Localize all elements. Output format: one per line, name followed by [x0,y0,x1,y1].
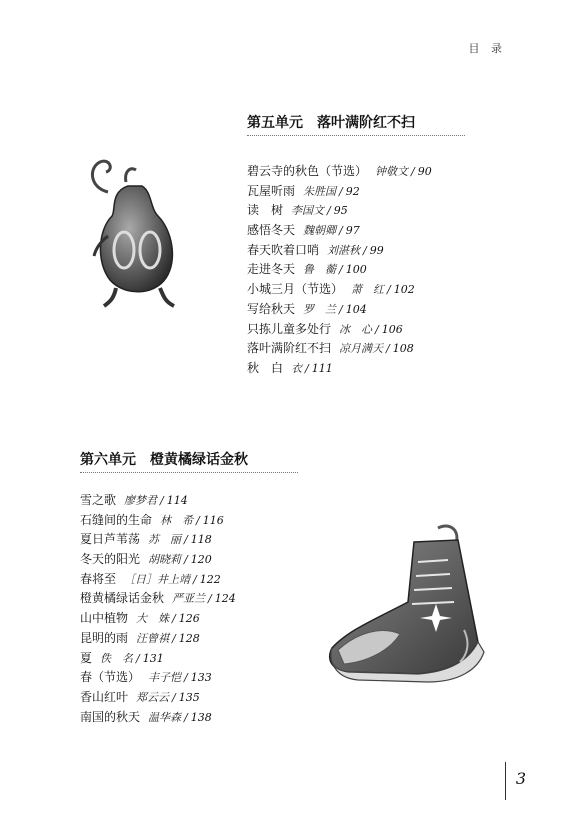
toc-entry-page: 92 [345,184,360,198]
toc-entry-separator: / [160,494,164,507]
toc-entry-separator: / [339,224,343,238]
toc-entry-page: 99 [369,243,384,257]
toc-entry-author: 廖梦君 [124,494,158,507]
unit6-number: 第六单元 [80,452,136,468]
toc-entry-separator: / [172,690,176,704]
toc-entry-author: 佚 名 [100,651,134,665]
toc-entry [80,570,236,590]
toc-entry-author: 郑云云 [136,690,170,704]
toc-entry-page: 106 [381,322,403,336]
toc-entry [247,320,432,340]
toc-entry-title: 碧云寺的秋色（节选） [247,164,368,178]
toc-entry-title: 写给秋天 [247,301,296,316]
toc-entry [247,241,432,261]
toc-entry-page: 124 [214,592,236,606]
unit6-name: 橙黄橘绿话金秋 [150,452,248,468]
running-header: 目 录 [468,42,506,55]
page-number-rule [505,762,506,800]
toc-entry-page: 104 [345,302,367,316]
toc-entry-separator: / [411,165,415,178]
toc-entry [247,260,432,280]
toc-entry-separator: / [193,572,197,586]
toc-entry [247,162,432,182]
toc-entry [80,649,236,669]
toc-entry-title: 只拣儿童多处行 [247,321,332,336]
toc-entry-page: 118 [190,533,212,547]
toc-entry-title: 秋 白 [247,360,284,375]
toc-entry-title: 雪之歌 [80,493,117,507]
toc-entry-page: 131 [142,651,164,665]
gourd-creature-illustration [80,152,190,312]
toc-entry-page: 120 [190,553,212,567]
toc-entry-author: 凉月满天 [339,342,384,356]
toc-entry-page: 116 [202,513,224,527]
toc-entry-title: 春天吹着口哨 [247,242,320,257]
toc-entry-author: 大 姝 [136,612,170,626]
toc-entry [80,668,236,688]
toc-entry [80,629,236,649]
toc-entry-separator: / [196,513,200,527]
toc-entry-separator: / [387,283,391,297]
unit6-toc-list [80,491,236,727]
toc-entry-separator: / [208,592,212,606]
toc-entry-title: 夏 [80,650,93,665]
toc-entry-author: 冰 心 [339,322,373,336]
toc-entry [247,280,432,300]
unit5-heading [247,112,415,132]
toc-entry-page: 97 [345,224,360,238]
toc-entry-title: 瓦屋听雨 [247,183,296,198]
toc-entry-page: 100 [345,263,367,277]
toc-entry-page: 95 [333,204,348,218]
toc-entry-title: 石缝间的生命 [80,512,153,527]
toc-entry-separator: / [339,302,343,316]
toc-entry [247,359,432,379]
unit5-toc-list [247,162,432,379]
toc-entry-author: 胡晓莉 [148,553,182,567]
toc-entry-separator: / [339,184,343,198]
toc-entry-separator: / [305,361,309,375]
toc-entry [80,708,236,728]
unit6-divider [80,472,298,473]
toc-entry [247,339,432,359]
toc-entry-author: 林 希 [160,513,194,527]
toc-entry-title: 春（节选） [80,670,141,685]
unit5-number: 第五单元 [247,115,303,131]
toc-entry-separator: / [184,553,188,567]
toc-entry-page: 138 [190,710,212,724]
toc-entry-author: 萧 红 [351,283,385,297]
toc-entry-author: 汪曾祺 [136,631,170,645]
toc-entry-author: ［日］井上靖 [124,572,191,586]
toc-entry-author: 李国文 [291,204,325,218]
toc-entry-separator: / [363,243,367,257]
toc-entry-separator: / [386,342,390,356]
toc-entry-author: 魏朝卿 [303,224,337,238]
toc-entry-title: 感悟冬天 [247,223,296,238]
toc-entry-author: 衣 [291,361,303,375]
toc-entry-title: 橙黄橘绿话金秋 [80,591,165,606]
toc-entry-separator: / [184,533,188,547]
toc-entry-author: 丰子恺 [148,671,182,685]
toc-entry-page: 122 [199,572,221,586]
toc-entry-separator: / [184,710,188,724]
toc-entry-page: 102 [393,283,415,297]
toc-entry-author: 钟敬文 [375,165,409,178]
toc-entry [80,550,236,570]
toc-entry-author: 苏 丽 [148,533,182,547]
toc-entry [247,182,432,202]
toc-entry [80,491,236,511]
toc-entry [247,221,432,241]
toc-entry-page: 126 [178,612,200,626]
toc-entry-title: 小城三月（节选） [247,282,344,297]
toc-entry [247,201,432,221]
toc-entry-title: 春将至 [80,571,117,586]
toc-entry-title: 昆明的雨 [80,630,129,645]
toc-entry [80,688,236,708]
toc-entry-title: 冬天的阳光 [80,552,141,567]
toc-entry-separator: / [327,204,331,218]
toc-entry-separator: / [136,651,140,665]
toc-entry-title: 读 树 [247,203,284,218]
toc-entry-separator: / [172,631,176,645]
toc-entry-separator: / [172,612,176,626]
toc-entry-page: 133 [190,671,212,685]
toc-entry-separator: / [184,671,188,685]
toc-entry-title: 落叶满阶红不扫 [247,341,332,356]
toc-entry-separator: / [375,322,379,336]
toc-entry-author: 朱胜国 [303,184,337,198]
unit6-heading [80,449,248,469]
toc-entry-title: 南国的秋天 [80,709,141,724]
unit5-divider [247,135,465,136]
unit5-name: 落叶满阶红不扫 [317,115,415,131]
toc-entry-title: 山中植物 [80,611,129,626]
toc-entry [247,300,432,320]
toc-entry-page: 111 [311,361,333,375]
toc-entry-page: 128 [178,631,200,645]
toc-entry-page: 90 [417,165,432,178]
toc-entry-author: 严亚兰 [172,592,206,606]
toc-entry-page: 114 [166,494,188,507]
toc-entry-title: 香山红叶 [80,689,129,704]
toc-entry [80,530,236,550]
toc-entry [80,511,236,531]
toc-entry-page: 135 [178,690,200,704]
toc-entry-title: 夏日芦苇荡 [80,532,141,547]
toc-entry-author: 罗 兰 [303,302,337,316]
toc-entry-separator: / [339,263,343,277]
toc-entry-page: 108 [392,342,414,356]
toc-entry-author: 刘湛秋 [327,243,361,257]
toc-entry [80,589,236,609]
toc-entry [80,609,236,629]
toc-entry-author: 温华森 [148,710,182,724]
page-number: 3 [515,769,526,788]
toc-entry-title: 走进冬天 [247,262,296,277]
toc-entry-author: 鲁 蘅 [303,263,337,277]
sneaker-illustration [318,522,498,692]
